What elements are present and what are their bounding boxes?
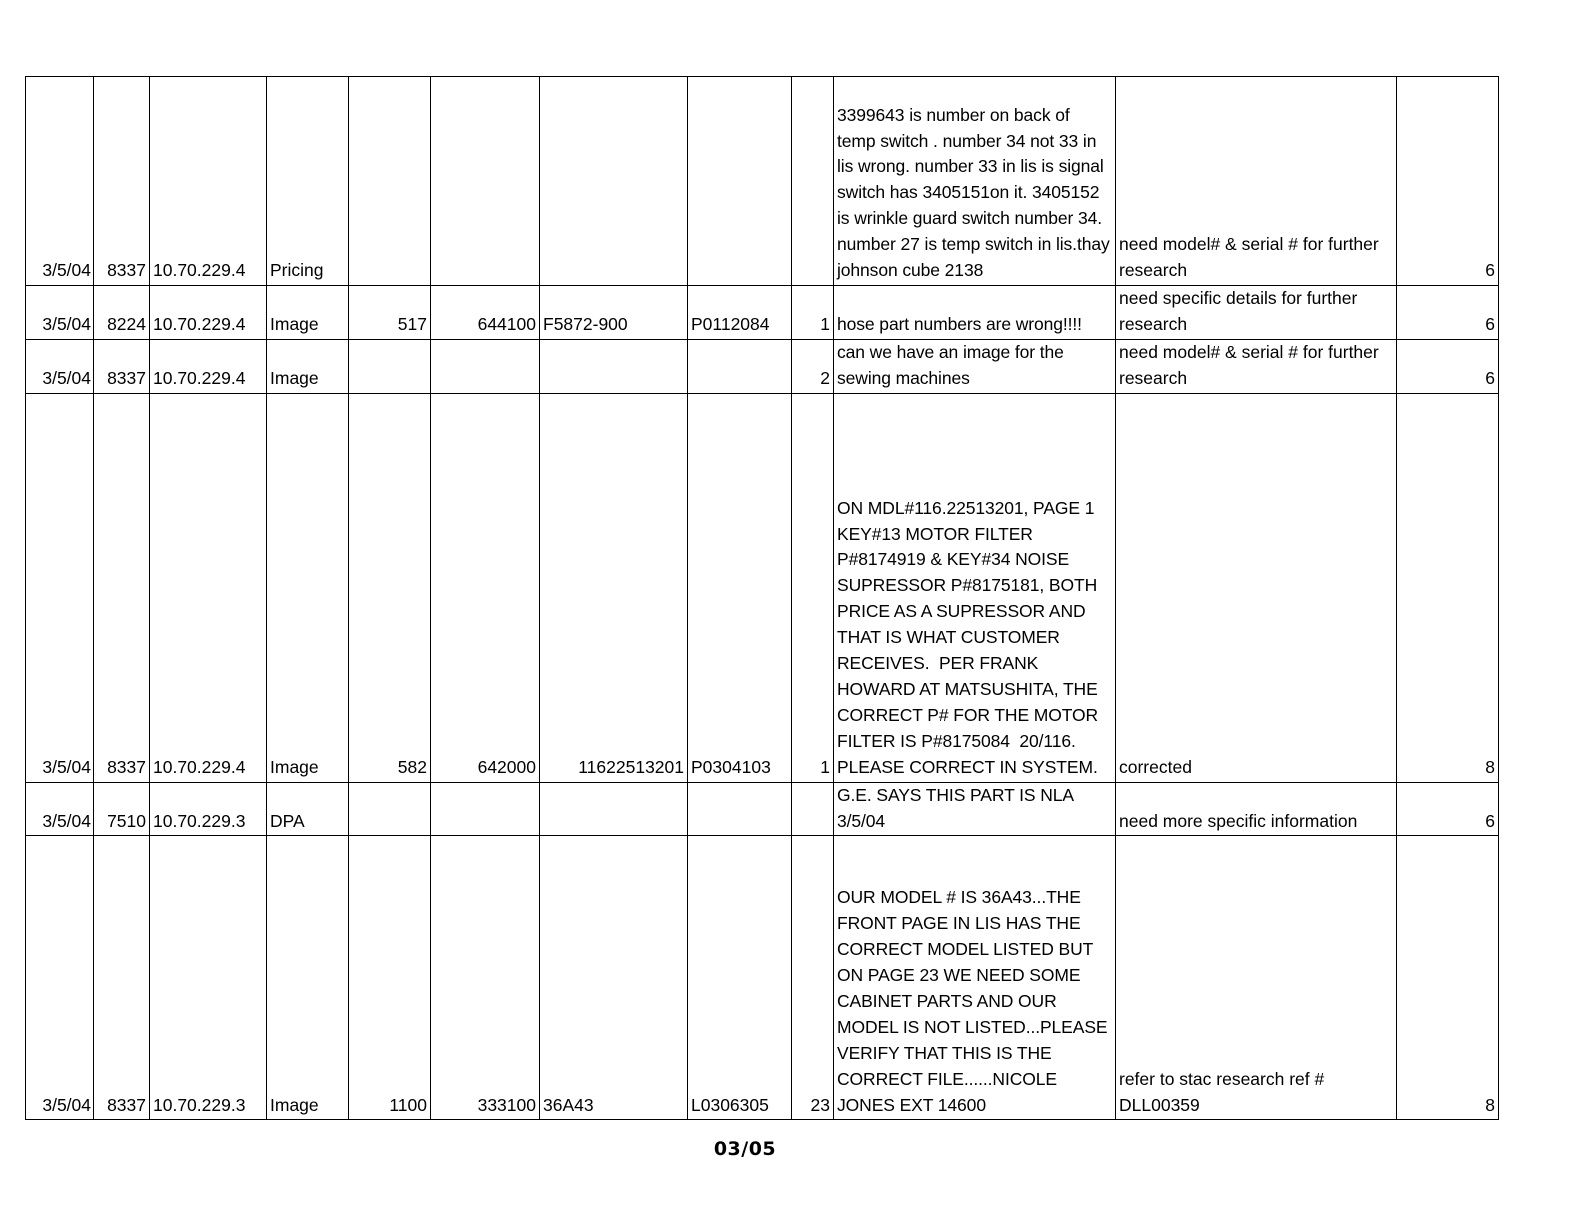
user-cell: 8337: [94, 77, 150, 286]
column-5-cell: [349, 77, 431, 286]
column-7-cell: [540, 77, 688, 286]
date-cell: 3/5/04: [26, 782, 94, 836]
comment-cell: can we have an image for the sewing machines: [834, 339, 1116, 393]
type-cell: Pricing: [267, 77, 349, 286]
column-6-cell: 642000: [431, 393, 540, 782]
column-9-cell: 1: [792, 393, 834, 782]
column-6-cell: 644100: [431, 286, 540, 340]
ip-cell: 10.70.229.4: [150, 393, 267, 782]
ip-cell: 10.70.229.3: [150, 782, 267, 836]
column-9-cell: 1: [792, 286, 834, 340]
column-8-cell: P0112084: [688, 286, 792, 340]
column-7-cell: F5872-900: [540, 286, 688, 340]
user-cell: 8337: [94, 836, 150, 1120]
user-cell: 8224: [94, 286, 150, 340]
ip-cell: 10.70.229.4: [150, 77, 267, 286]
date-cell: 3/5/04: [26, 339, 94, 393]
column-5-cell: 517: [349, 286, 431, 340]
table-row: [26, 286, 1499, 340]
column-6-cell: [431, 782, 540, 836]
column-7-cell: [540, 782, 688, 836]
user-cell: 8337: [94, 393, 150, 782]
column-6-cell: 333100: [431, 836, 540, 1120]
column-8-cell: [688, 339, 792, 393]
code-cell: 8: [1397, 836, 1499, 1120]
column-5-cell: [349, 339, 431, 393]
user-cell: 8337: [94, 339, 150, 393]
column-9-cell: 23: [792, 836, 834, 1120]
comment-cell: hose part numbers are wrong!!!!: [834, 286, 1116, 340]
type-cell: Image: [267, 836, 349, 1120]
response-cell: refer to stac research ref # DLL00359: [1116, 836, 1397, 1120]
comment-cell: OUR MODEL # IS 36A43...THE FRONT PAGE IN LIS HAS THE CORRECT MODEL LISTED BUT ON PAGE 23 WE NEED SOME CABINET PARTS AND OUR MODEL IS NOT LISTED...PLEASE VERIFY THAT THIS IS THE CORRECT FILE......NICOLE JONES EXT 14600: [834, 836, 1116, 1120]
date-cell: 3/5/04: [26, 393, 94, 782]
column-5-cell: 582: [349, 393, 431, 782]
type-cell: Image: [267, 339, 349, 393]
date-cell: 3/5/04: [26, 286, 94, 340]
code-cell: 6: [1397, 77, 1499, 286]
column-7-cell: 36A43: [540, 836, 688, 1120]
comment-cell: ON MDL#116.22513201, PAGE 1 KEY#13 MOTOR FILTER P#8174919 & KEY#34 NOISE SUPRESSOR P#8175181, BOTH PRICE AS A SUPRESSOR AND THAT IS WHAT CUSTOMER RECEIVES. PER FRANK HOWARD AT MATSUSHITA, THE CORRECT P# FOR THE MOTOR FILTER IS P#8175084 20/116. PLEASE CORRECT IN SYSTEM.: [834, 393, 1116, 782]
column-7-cell: 11622513201: [540, 393, 688, 782]
column-7-cell: [540, 339, 688, 393]
ip-cell: 10.70.229.4: [150, 339, 267, 393]
type-cell: Image: [267, 393, 349, 782]
page-number: 03/05: [713, 1138, 777, 1160]
code-cell: 6: [1397, 286, 1499, 340]
column-9-cell: [792, 77, 834, 286]
comment-cell: 3399643 is number on back of temp switch . number 34 not 33 in lis wrong. number 33 in lis is signal switch has 3405151on it. 3405152 is wrinkle guard switch number 34. number 27 is temp switch in lis.thay johnson cube 2138: [834, 77, 1116, 286]
response-cell: corrected: [1116, 393, 1397, 782]
column-8-cell: L0306305: [688, 836, 792, 1120]
code-cell: 8: [1397, 393, 1499, 782]
response-cell: need model# & serial # for further research: [1116, 77, 1397, 286]
table-row: [26, 836, 1499, 1120]
column-5-cell: [349, 782, 431, 836]
code-cell: 6: [1397, 782, 1499, 836]
column-9-cell: 2: [792, 339, 834, 393]
response-cell: need specific details for further research: [1116, 286, 1397, 340]
column-9-cell: [792, 782, 834, 836]
type-cell: DPA: [267, 782, 349, 836]
table-row: [26, 339, 1499, 393]
column-6-cell: [431, 339, 540, 393]
ip-cell: 10.70.229.3: [150, 836, 267, 1120]
table-row: [26, 393, 1499, 782]
column-6-cell: [431, 77, 540, 286]
table-row: [26, 782, 1499, 836]
date-cell: 3/5/04: [26, 77, 94, 286]
response-cell: need model# & serial # for further research: [1116, 339, 1397, 393]
table-row: [26, 77, 1499, 286]
date-cell: 3/5/04: [26, 836, 94, 1120]
column-8-cell: P0304103: [688, 393, 792, 782]
response-cell: need more specific information: [1116, 782, 1397, 836]
comment-cell: G.E. SAYS THIS PART IS NLA 3/5/04: [834, 782, 1116, 836]
code-cell: 6: [1397, 339, 1499, 393]
column-5-cell: 1100: [349, 836, 431, 1120]
ip-cell: 10.70.229.4: [150, 286, 267, 340]
column-8-cell: [688, 77, 792, 286]
type-cell: Image: [267, 286, 349, 340]
column-8-cell: [688, 782, 792, 836]
report-table: [25, 76, 1499, 1120]
user-cell: 7510: [94, 782, 150, 836]
